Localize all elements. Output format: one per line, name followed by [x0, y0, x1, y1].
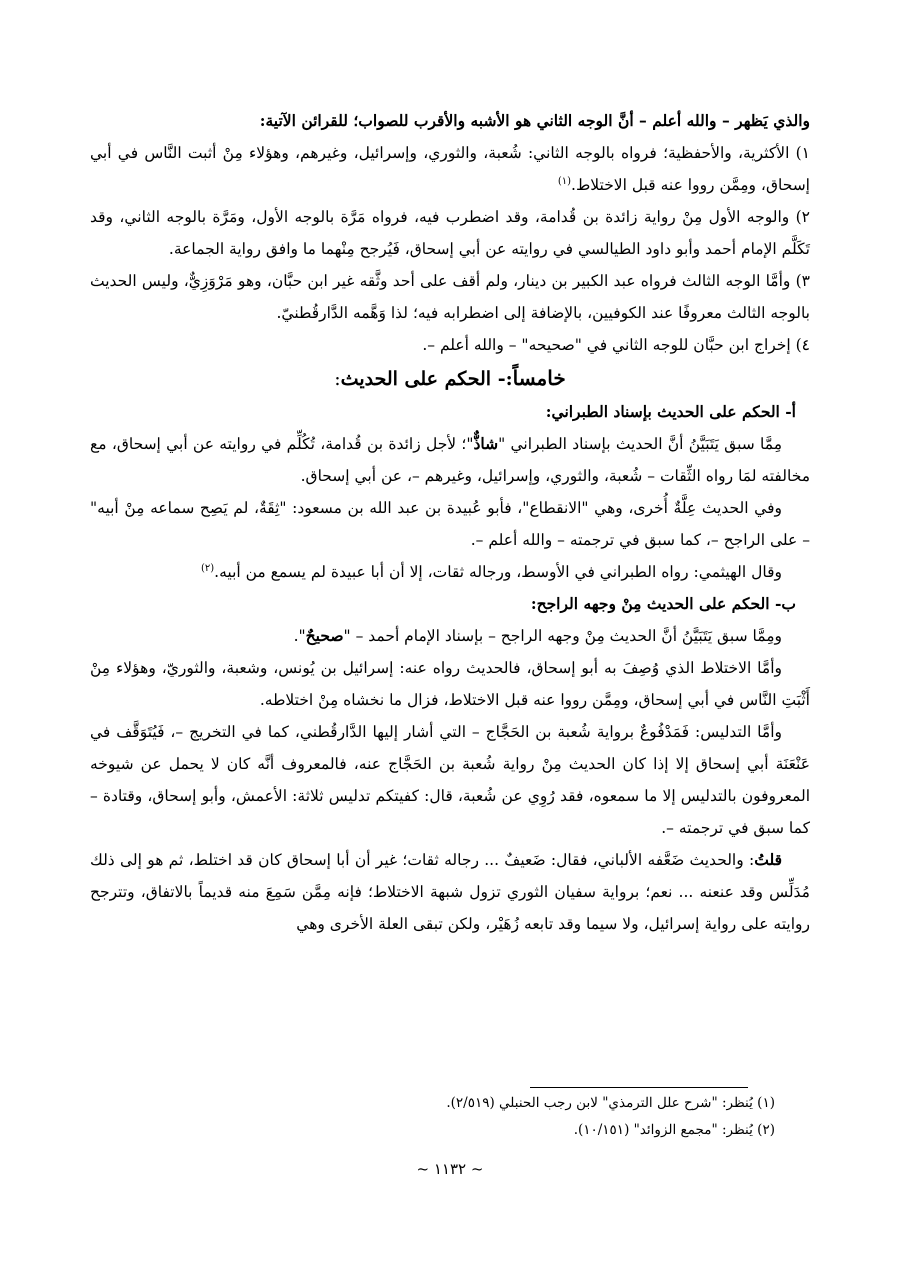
reason-3: ٣) وأمَّا الوجه الثالث فرواه عبد الكبير بن دينار، ولم أقف على أحد وثَّقه غير ابن حبَّان، وهو مَرْوَزِيٌّ، وليس الحديث بالوجه الثالث معروفًا عند الكوفيين، بالإضافة إلى اضطرابه فيه؛ لذا وَهَّمه الدَّارقُطنيّ.: [90, 272, 810, 322]
footnote-1: (١) يُنظر: "شرح علل الترمذي" لابن رجب الحنبلي (٢/٥١٩).: [446, 1095, 775, 1111]
footnote-2: (٢) يُنظر: "مجمع الزوائد" (١٠/١٥١).: [573, 1122, 775, 1138]
section-title: [90, 361, 810, 396]
reason-4: ٤) إخراج ابن حبَّان للوجه الثاني في "صحيحه" – والله أعلم –.: [422, 336, 810, 354]
subheading-b: ب- الحكم على الحديث مِنْ وجهه الراجح:: [530, 594, 796, 613]
paragraph-a1: [90, 428, 810, 492]
paragraph-b1-pre: ومِمَّا سبق يَتَبَيَّنُ أنَّ الحديث مِنْ وجهه الراجح – بإسناد الإمام أحمد – ": [343, 627, 782, 645]
paragraph-a3: [90, 556, 810, 588]
footnote-divider: [530, 1087, 748, 1088]
paragraph-b1: [90, 620, 810, 652]
qultu-label: قلتُ: [754, 850, 782, 869]
footnotes: [175, 1090, 775, 1144]
paragraph-b3: وأمَّا التدليس: فَمَدْفُوعٌ برواية شُعبة بن الحَجَّاج – التي أشار إليها الدَّارقُطني، كما في التخريج –، فَيُتَوَقَّف في عَنْعَنَة أبي إسحاق إلا إذا كان الحديث مِنْ رواية شُعبة بن الحَجَّاج عنه، فالمعروف أنَّه كان لا يحمل عن شيوخه المعروفون بالتدليس إلا ما سمعوه، فقد رُوِي عن شُعبة، قال: كفيتكم تدليس ثلاثة: الأعمش، وأبو إسحاق، وقتادة – كما سبق في ترجمته –.: [90, 723, 810, 837]
paragraph-a1-post: "؛ لأجل زائدة بن قُدامة، تُكُلِّم في روايته عن أبي إسحاق، مع مخالفته لمَا رواه الثِّقات – شُعبة، والثوري، وإسرائيل، وغيرهم –، عن أبي إسحاق.: [90, 435, 810, 485]
paragraph-b2: وأمَّا الاختلاط الذي وُصِفَ به أبو إسحاق، فالحديث رواه عنه: إسرائيل بن يُونس، وشعبة، والثوريّ، وهؤلاء مِنْ أَثْبَتِ النَّاس في أبي إسحاق، ومِمَّن رووا عنه قبل الاختلاط، فزال ما نخشاه مِنْ اختلاطه.: [90, 659, 810, 709]
footnote-ref-1[interactable]: (١): [557, 175, 572, 187]
reason-1: [90, 137, 810, 201]
reason-2: ٢) والوجه الأول مِنْ رواية زائدة بن قُدامة، وقد اضطرب فيه، فرواه مَرَّة بالوجه الأول، ومَرَّة بالوجه الثاني، وقد تَكَلَّم الإمام أحمد وأبو داود الطيالسي في روايته عن أبي إسحاق، فَيُرجح مِنْهما ما وافق رواية الجماعة.: [90, 208, 810, 258]
page-number: ~ ١١٣٢ ~: [416, 1160, 484, 1178]
intro-paragraph: والذي يَظهر – والله أعلم – أنَّ الوجه الثاني هو الأشبه والأقرب للصواب؛ للقرائن الآتية:: [259, 111, 810, 130]
paragraph-a2: وفي الحديث عِلَّةٌ أُخرى، وهي "الانقطاع"، فأبو عُبيدة بن عبد الله بن مسعود: "ثِقَةٌ، لم يَصِح سماعه مِنْ أبيه" – على الراجح –، كما سبق في ترجمته – والله أعلم –.: [90, 499, 810, 549]
section-title-rest: :- الحكم على الحديث: [340, 368, 513, 390]
verdict-shadh: شاذٌّ: [473, 434, 499, 453]
paragraph-a3-text: وقال الهيثمي: رواه الطبراني في الأوسط، ورجاله ثقات، إلا أن أبا عبيدة لم يسمع من أبيه.: [214, 563, 782, 581]
paragraph-c-text: : والحديث ضَعَّفه الألباني، فقال: ضَعيفٌ ... رجاله ثقات؛ غير أن أبا إسحاق كان قد اختلط، ثم هو إلى ذلك مُدَلِّس وقد عنعنه ... نعم؛ برواية سفيان الثوري تزول شبهة الاختلاط؛ فإنه مِمَّن سَمِعَ منه قديماً بالاتفاق، وتترجح روايته على رواية إسرائيل، ولا سيما وقد تابعه زُهَيْر، ولكن تبقى العلة الأخرى وهي: [90, 851, 810, 933]
paragraph-c: [90, 844, 810, 940]
section-title-main: خامساً: [512, 366, 566, 390]
verdict-sahih: صحيحٌ: [305, 626, 344, 645]
page-body: [90, 105, 810, 940]
reason-1-text: ١) الأكثرية، والأحفظية؛ فرواه بالوجه الثاني: شُعبة، والثوري، وإسرائيل، وغيرهم، وهؤلاء مِنْ أثبت النَّاس في أبي إسحاق، ومِمَّن رووا عنه قبل الاختلاط.: [90, 144, 810, 194]
footnote-ref-2[interactable]: (٢): [200, 562, 215, 574]
subheading-a: أ- الحكم على الحديث بإسناد الطبراني:: [545, 402, 796, 421]
paragraph-a1-pre: مِمَّا سبق يَتَبَيَّنُ أنَّ الحديث بإسناد الطبراني ": [498, 435, 782, 453]
paragraph-b1-post: ".: [293, 627, 306, 645]
section-title-colon: :: [334, 368, 341, 390]
